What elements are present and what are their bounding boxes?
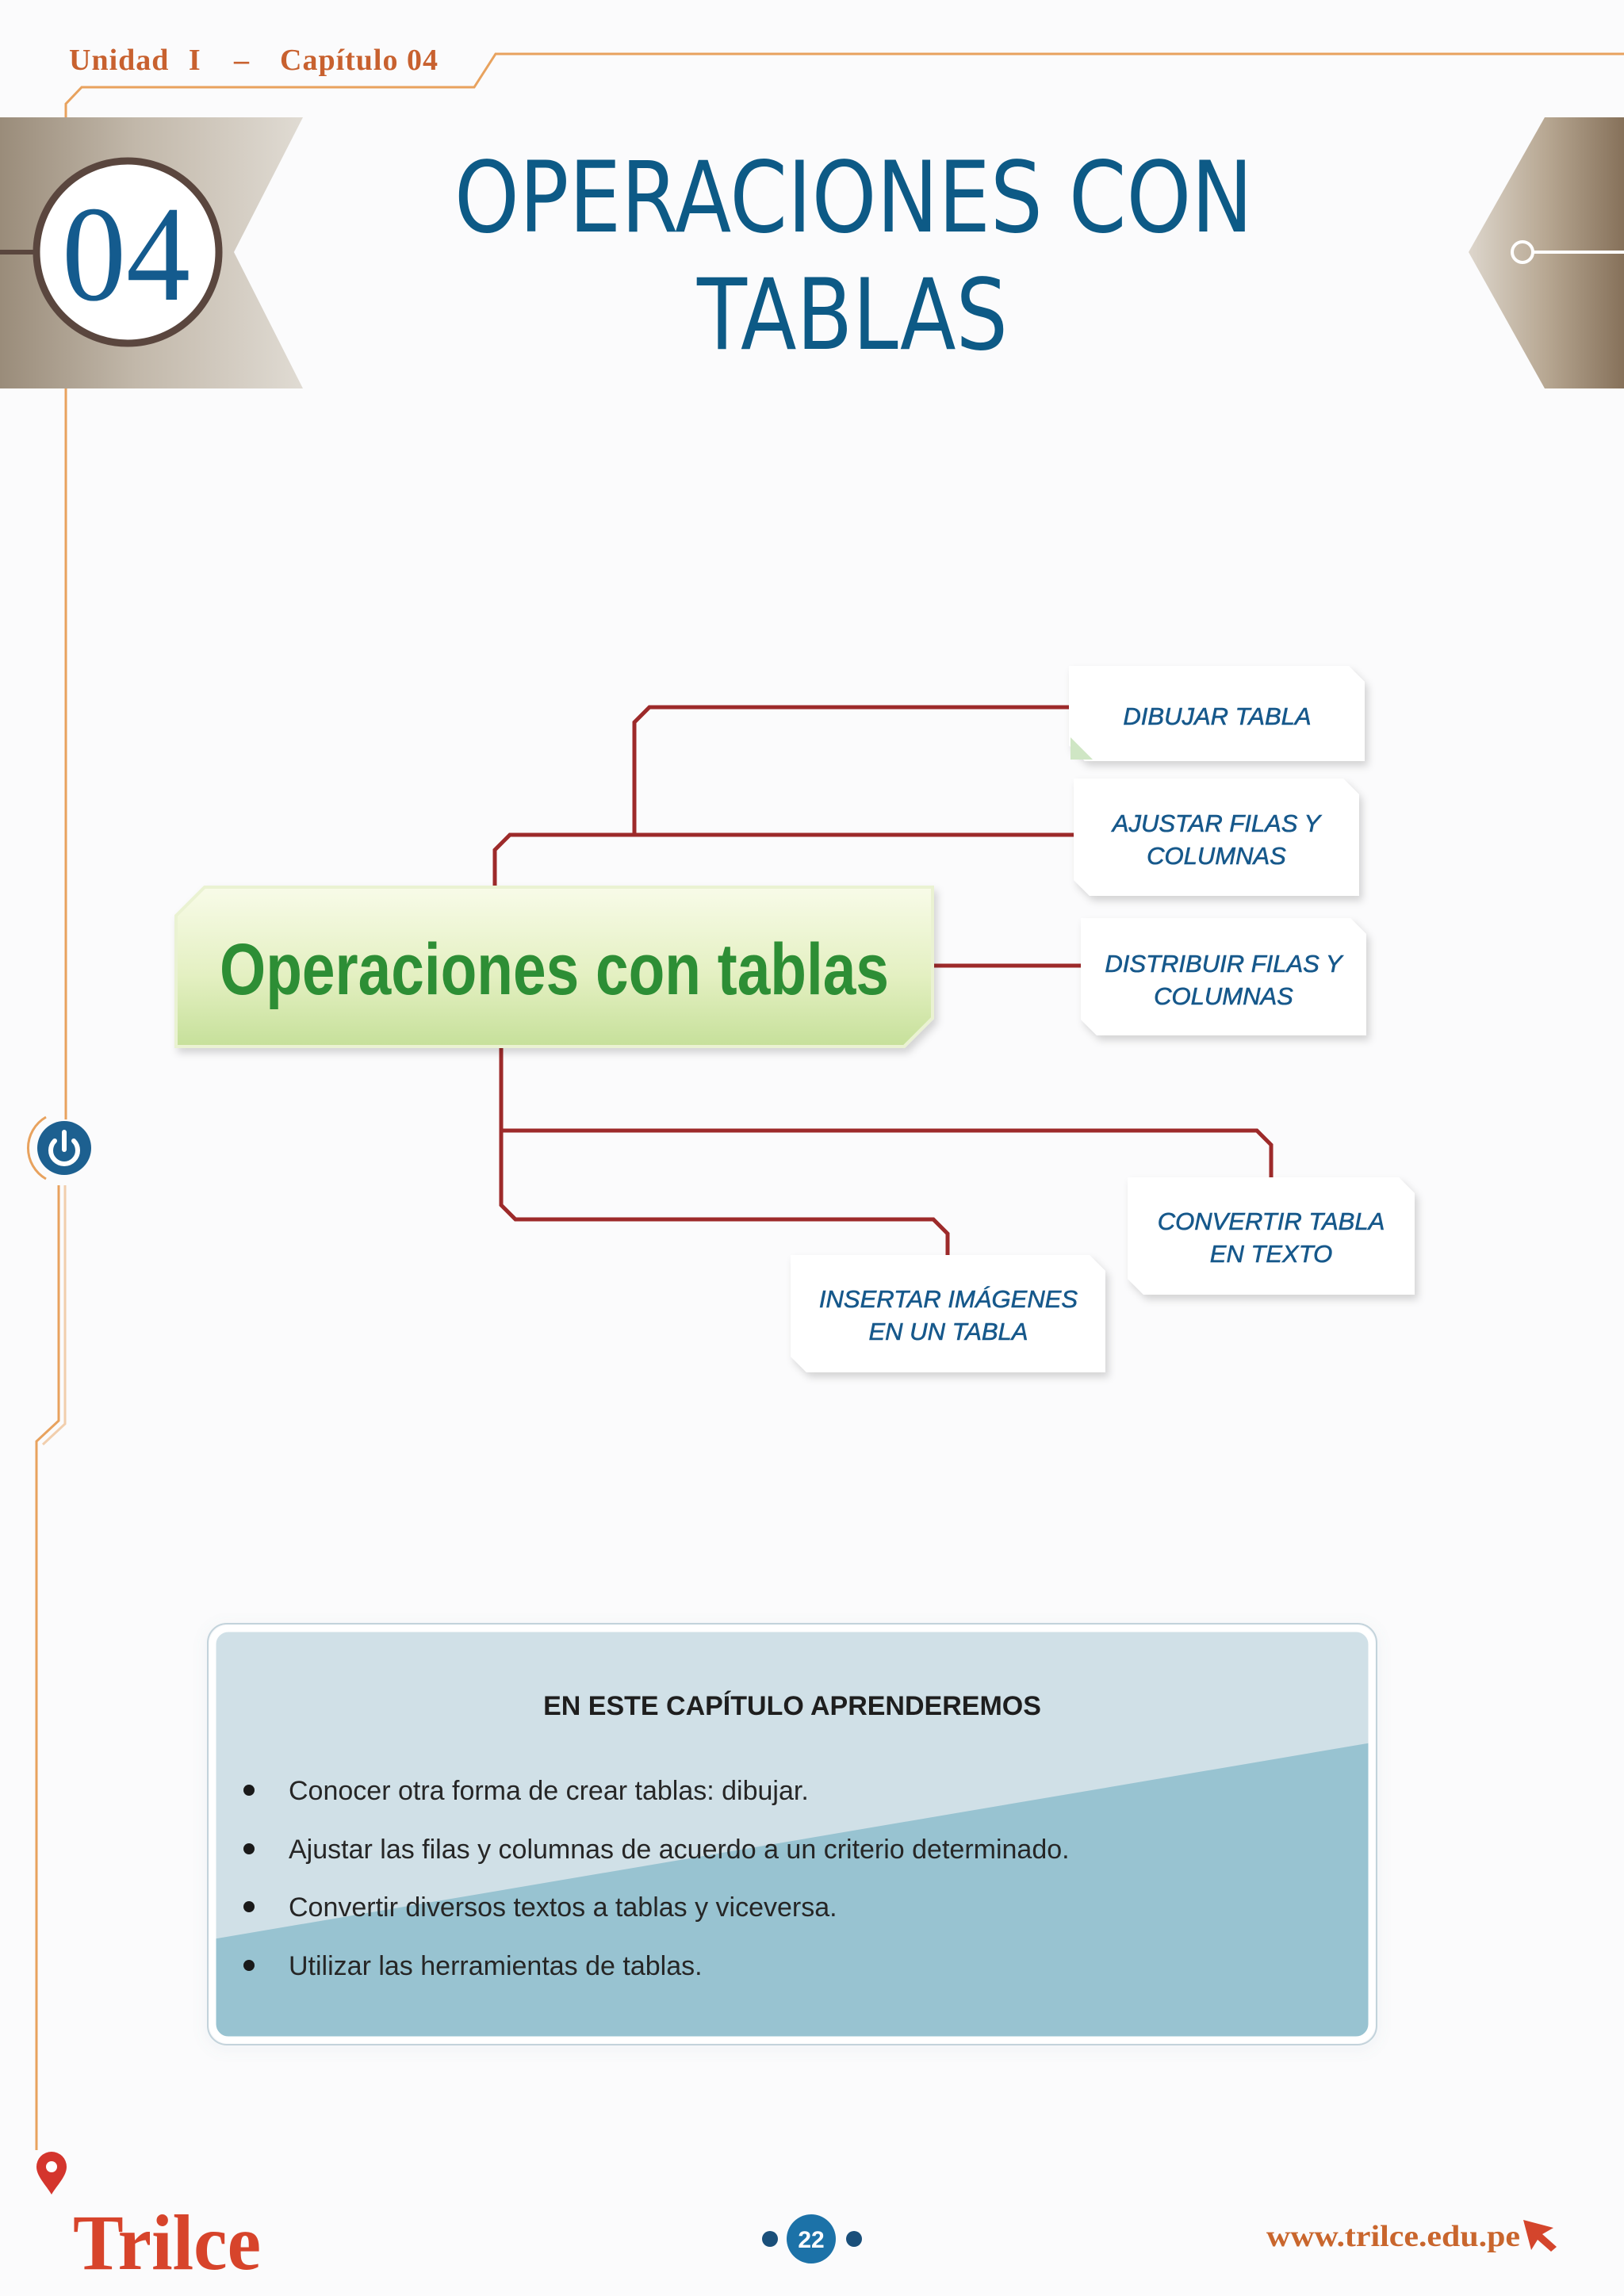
objective-item — [243, 1776, 809, 1806]
objective-text: Utilizar las herramientas de tablas. — [289, 1951, 703, 1981]
publisher-logo: Trilce — [73, 2198, 261, 2286]
branch-box-distribuir-filas — [1081, 918, 1366, 1035]
branch-label: COLUMNAS — [1147, 842, 1286, 870]
branch-label: DIBUJAR TABLA — [1123, 702, 1312, 730]
branch-box-dibujar-tabla — [1069, 666, 1365, 761]
central-topic-label: Operaciones con tablas — [220, 929, 889, 1010]
cursor-arrow-icon — [1523, 2220, 1557, 2252]
connector-ajustar — [495, 835, 1075, 887]
page-title-line-2: TABLAS — [696, 258, 1008, 373]
objectives-heading: EN ESTE CAPÍTULO APRENDEREMOS — [543, 1691, 1041, 1721]
chapter-number: 04 — [62, 179, 190, 330]
branch-label: CONVERTIR TABLA — [1157, 1207, 1385, 1235]
connector-dibujar — [634, 707, 1071, 835]
chapter-number-badge — [36, 161, 219, 343]
objective-text: Ajustar las filas y columnas de acuerdo a un criterio determinado. — [289, 1835, 1070, 1865]
branch-label: COLUMNAS — [1154, 982, 1293, 1010]
branch-label: EN TEXTO — [1209, 1240, 1333, 1268]
objective-item — [243, 1892, 837, 1923]
connector-insertar — [501, 1047, 948, 1257]
header-chapter-label: Capítulo 04 — [280, 44, 439, 77]
branch-box-ajustar-filas — [1074, 779, 1359, 896]
page-title-line-1: OPERACIONES CON — [454, 141, 1253, 255]
page-number: 22 — [798, 2227, 825, 2253]
chapter-banner-left — [0, 117, 303, 388]
bullet-icon — [243, 1843, 255, 1854]
objective-item — [243, 1951, 703, 1981]
connector-convertir — [501, 1131, 1271, 1179]
location-pin-icon — [36, 2152, 67, 2195]
central-topic-box — [176, 887, 933, 1047]
branch-label: INSERTAR IMÁGENES — [818, 1285, 1078, 1313]
header-separator: – — [234, 44, 250, 77]
objective-text: Convertir diversos textos a tablas y viceversa. — [289, 1892, 837, 1923]
website-url: www.trilce.edu.pe — [1266, 2220, 1520, 2253]
page-header — [69, 44, 439, 77]
branch-label: AJUSTAR FILAS Y — [1112, 809, 1321, 837]
page-title — [454, 141, 1253, 373]
bullet-icon — [243, 1901, 255, 1912]
power-icon — [37, 1121, 91, 1175]
page-footer — [73, 2198, 1557, 2286]
branch-box-insertar-imagenes — [791, 1255, 1105, 1372]
objective-text: Conocer otra forma de crear tablas: dibujar. — [289, 1776, 809, 1806]
branch-label: EN UN TABLA — [868, 1318, 1028, 1345]
header-unit-label: Unidad I — [69, 44, 201, 77]
chapter-banner-right — [1469, 117, 1624, 388]
objectives-box — [208, 1624, 1377, 2045]
branch-box-convertir-tabla — [1128, 1177, 1415, 1295]
concept-map — [176, 666, 1415, 1372]
page-number-badge — [762, 2214, 862, 2263]
bullet-icon — [243, 1960, 255, 1971]
objective-item — [243, 1835, 1070, 1865]
bullet-icon — [243, 1785, 255, 1796]
branch-label: DISTRIBUIR FILAS Y — [1105, 950, 1342, 978]
